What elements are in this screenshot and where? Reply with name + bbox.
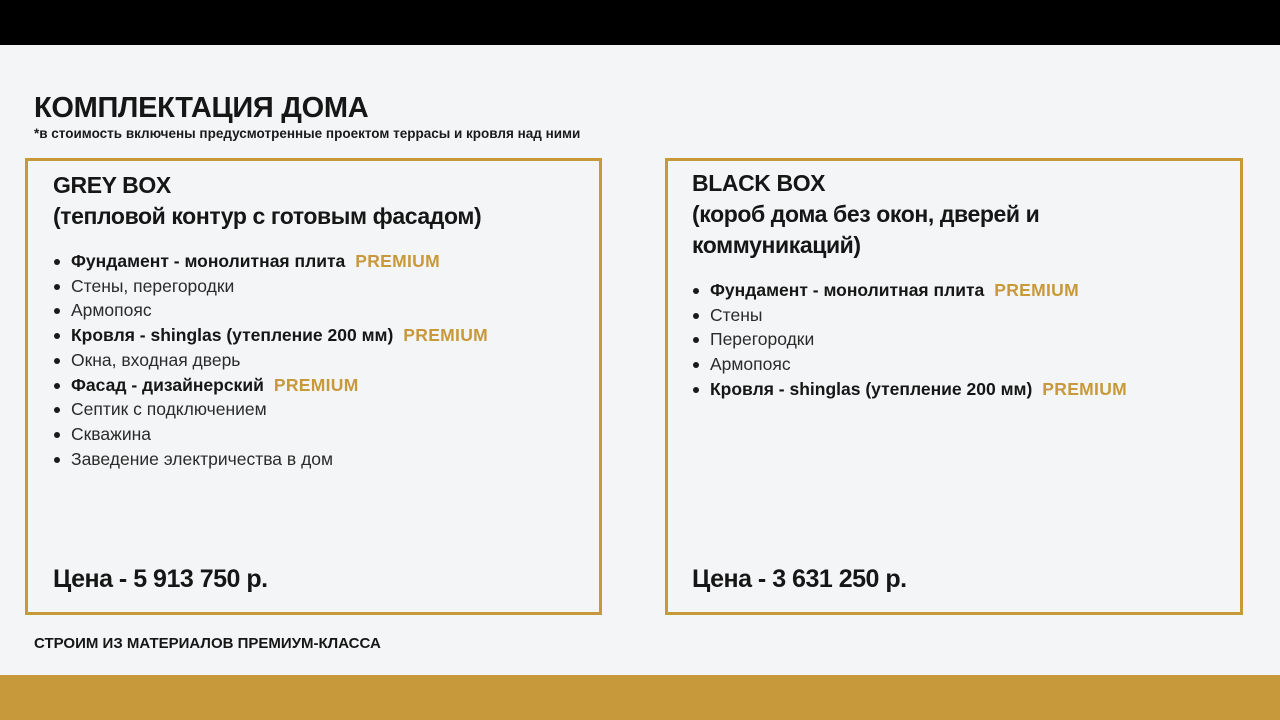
list-item [692, 303, 1127, 328]
list-item-text: Армопояс [71, 300, 152, 321]
premium-badge: PREMIUM [273, 374, 359, 395]
list-item-text: Фасад - дизайнерский [71, 374, 264, 395]
list-item [53, 323, 488, 348]
list-item-text: Септик с подключением [71, 399, 267, 420]
grey-box-name: GREY BOX [53, 172, 171, 198]
black-box-price: Цена - 3 631 250 р. [692, 565, 907, 593]
list-item [53, 249, 488, 274]
page-title: КОМПЛЕКТАЦИЯ ДОМА [34, 92, 369, 124]
list-item-text: Стены, перегородки [71, 275, 235, 296]
list-item [53, 373, 488, 398]
black-box-card [665, 158, 1243, 615]
page-subtitle: *в стоимость включены предусмотренные проектом террасы и кровля над ними [34, 126, 581, 141]
list-item [692, 352, 1127, 377]
grey-box-heading [53, 170, 583, 232]
black-box-description-line1: (короб дома без окон, дверей и [692, 201, 1040, 227]
black-box-description-line2: коммуникаций) [692, 232, 861, 258]
bottom-gold-bar [0, 675, 1280, 720]
list-item-text: Заведение электричества в дом [71, 448, 334, 469]
list-item-text: Скважина [71, 423, 152, 444]
black-box-name: BLACK BOX [692, 170, 826, 196]
list-item [692, 377, 1127, 402]
list-item [692, 327, 1127, 352]
list-item-text: Фундамент - монолитная плита [710, 280, 985, 300]
list-item-text: Перегородки [710, 329, 815, 350]
premium-badge: PREMIUM [994, 280, 1079, 300]
list-item [53, 274, 488, 299]
grey-box-description: (тепловой контур с готовым фасадом) [53, 203, 482, 229]
grey-box-price: Цена - 5 913 750 р. [53, 565, 268, 593]
top-black-bar [0, 0, 1280, 45]
list-item-text: Фундамент - монолитная плита [71, 251, 346, 271]
list-item [53, 348, 488, 373]
list-item [53, 447, 488, 472]
list-item-text: Кровля - shinglas (утепление 200 мм) [710, 378, 1033, 399]
premium-badge: PREMIUM [1042, 378, 1128, 399]
black-box-items [692, 278, 1127, 402]
list-item [692, 278, 1127, 303]
premium-badge: PREMIUM [403, 325, 489, 346]
list-item [53, 422, 488, 447]
grey-box-card [25, 158, 602, 615]
list-item [53, 298, 488, 323]
footer-note: СТРОИМ ИЗ МАТЕРИАЛОВ ПРЕМИУМ-КЛАССА [34, 635, 381, 652]
grey-box-items [53, 249, 488, 471]
black-box-heading [692, 168, 1222, 261]
list-item-text: Стены [710, 304, 763, 325]
list-item-text: Армопояс [710, 354, 791, 375]
list-item [53, 397, 488, 422]
list-item-text: Окна, входная дверь [71, 349, 241, 370]
list-item-text: Кровля - shinglas (утепление 200 мм) [71, 325, 394, 346]
premium-badge: PREMIUM [355, 251, 440, 271]
